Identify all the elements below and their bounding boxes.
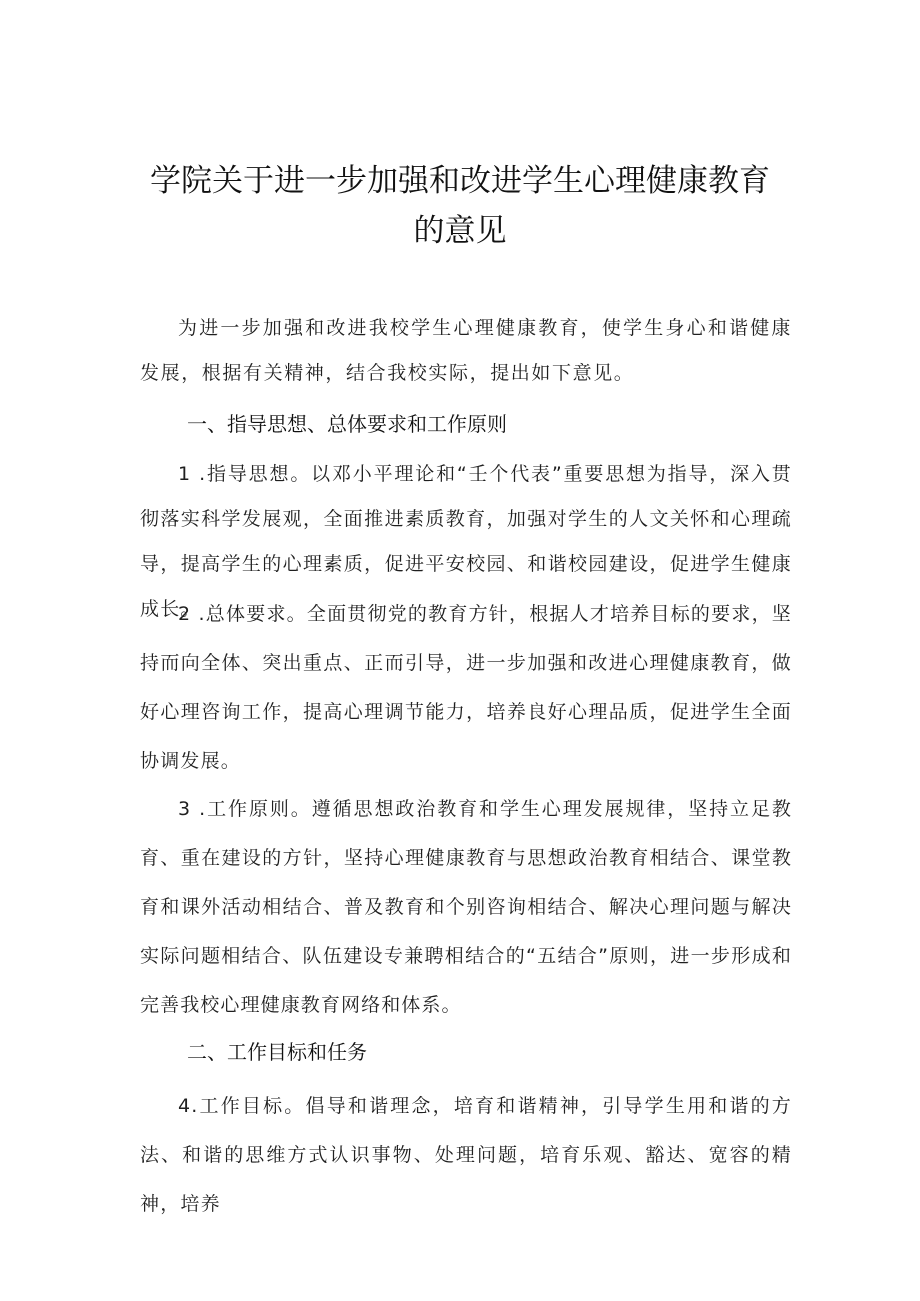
paragraph-working-principles [140,785,792,1030]
section-heading-2: 二、工作目标和任务 [187,1040,367,1064]
paragraph-text: 3 .工作原则。遵循思想政治教育和学生心理发展规律，坚持立足教育、重在建设的方针，坚持心理健康教育与思想政治教育相结合、课堂教育和课外活动相结合、普及教育和个别咨询相结合、解决心理问题与解决实际问题相结合、队伍建设专兼聘相结合的“五结合”原则，进一步形成和完善我校心理健康教育网络和体系。 [140,798,792,1016]
paragraph-text: 2 .总体要求。全面贯彻党的教育方针，根据人才培养目标的要求，坚持而向全体、突出重点、正而引导，进一步加强和改进心理健康教育，做好心理咨询工作，提高心理调节能力，培养良好心理品质，促进学生全面协调发展。 [140,603,792,772]
paragraph-text: 4.工作目标。倡导和谐理念，培育和谐精神，引导学生用和谐的方法、和谐的思维方式认识事物、处理问题，培育乐观、豁达、宽容的精神，培养 [140,1095,792,1215]
document-title-line-2: 的意见 [413,213,507,249]
section-heading-1: 一、指导思想、总体要求和工作原则 [187,412,507,436]
paragraph-work-goals [140,1082,792,1229]
intro-paragraph [140,306,792,396]
paragraph-text: 1 .指导思想。以邓小平理论和“壬个代表”重要思想为指导，深入贯彻落实科学发展观，全面推进素质教育，加强对学生的人文关怀和心理疏导，提高学生的心理素质，促进平安校园、和谐校园建设，促进学生健康成长。 [140,463,792,620]
document-title-line-1: 学院关于进一步加强和改进学生心理健康教育 [150,163,770,199]
intro-text: 为进一步加强和改进我校学生心理健康教育，使学生身心和谐健康发展，根据有关精神，结合我校实际，提出如下意见。 [140,317,792,384]
paragraph-general-requirements [140,590,792,786]
